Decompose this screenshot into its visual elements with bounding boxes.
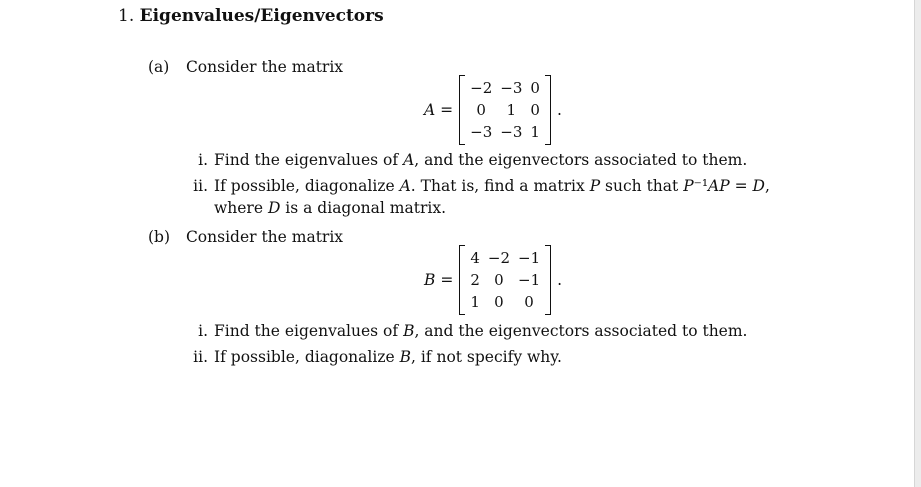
section-title: Eigenvalues/Eigenvectors (139, 6, 384, 26)
matrix-b-entry: 0 (494, 293, 504, 311)
part-b-item-i: i. Find the eigenvalues of B, and the eigenvectors associated to them. (198, 322, 748, 340)
part-b-item-ii: ii. If possible, diagonalize B, if not specify why. (193, 348, 562, 366)
matrix-a-entry: 0 (530, 101, 540, 119)
matrix-b-name: B (424, 271, 436, 289)
section-number: 1. (118, 6, 135, 26)
part-a-item-ii: ii. If possible, diagonalize A. That is, find a matrix P such that P⁻¹AP = D, (193, 177, 770, 195)
matrix-a-entry: 0 (476, 101, 486, 119)
equals-sign: = (440, 101, 454, 119)
section-heading (118, 6, 384, 26)
left-bracket (459, 245, 465, 315)
part-a-item-i: i. Find the eigenvalues of A, and the eigenvectors associated to them. (198, 151, 748, 169)
part-a-intro-text: Consider the matrix (185, 58, 344, 76)
part-b-intro-text: Consider the matrix (185, 228, 344, 246)
part-a-intro (148, 58, 343, 76)
right-bracket (545, 245, 551, 315)
part-a-item-ii-continuation: where D is a diagonal matrix. (214, 199, 446, 217)
matrix-a-name: A (424, 101, 436, 119)
matrix-a-entry: −3 (500, 123, 523, 141)
matrix-a-entry: 1 (530, 123, 540, 141)
part-b-intro (148, 228, 343, 246)
matrix-a-period: . (556, 101, 562, 119)
matrix-a-entries (466, 77, 544, 143)
part-b-label: (b) (148, 228, 171, 246)
matrix-b-entry: −2 (487, 249, 510, 267)
matrix-b-period: . (557, 271, 563, 289)
matrix-a-entry: −3 (470, 123, 493, 141)
matrix-b-entry: 2 (470, 271, 480, 289)
matrix-a-entry: 0 (530, 79, 540, 97)
matrix-b-entry: −1 (518, 271, 541, 289)
matrix-b-entry: 1 (470, 293, 480, 311)
matrix-a (459, 75, 551, 145)
equals-sign: = (440, 271, 454, 289)
matrix-a-entry: −3 (500, 79, 523, 97)
matrix-a-entry: −2 (470, 79, 493, 97)
part-a-label: (a) (148, 58, 170, 76)
matrix-b-equation (424, 245, 562, 315)
matrix-b-entry: 0 (524, 293, 534, 311)
matrix-b-entry: 4 (470, 249, 480, 267)
matrix-b (459, 245, 551, 315)
right-bracket (545, 75, 551, 145)
matrix-a-equation (424, 75, 562, 145)
matrix-b-entry: −1 (518, 249, 541, 267)
matrix-b-entry: 0 (494, 271, 504, 289)
scrollbar-track[interactable] (914, 0, 921, 487)
matrix-a-entry: 1 (506, 101, 517, 119)
left-bracket (459, 75, 465, 145)
matrix-b-entries (466, 247, 544, 313)
